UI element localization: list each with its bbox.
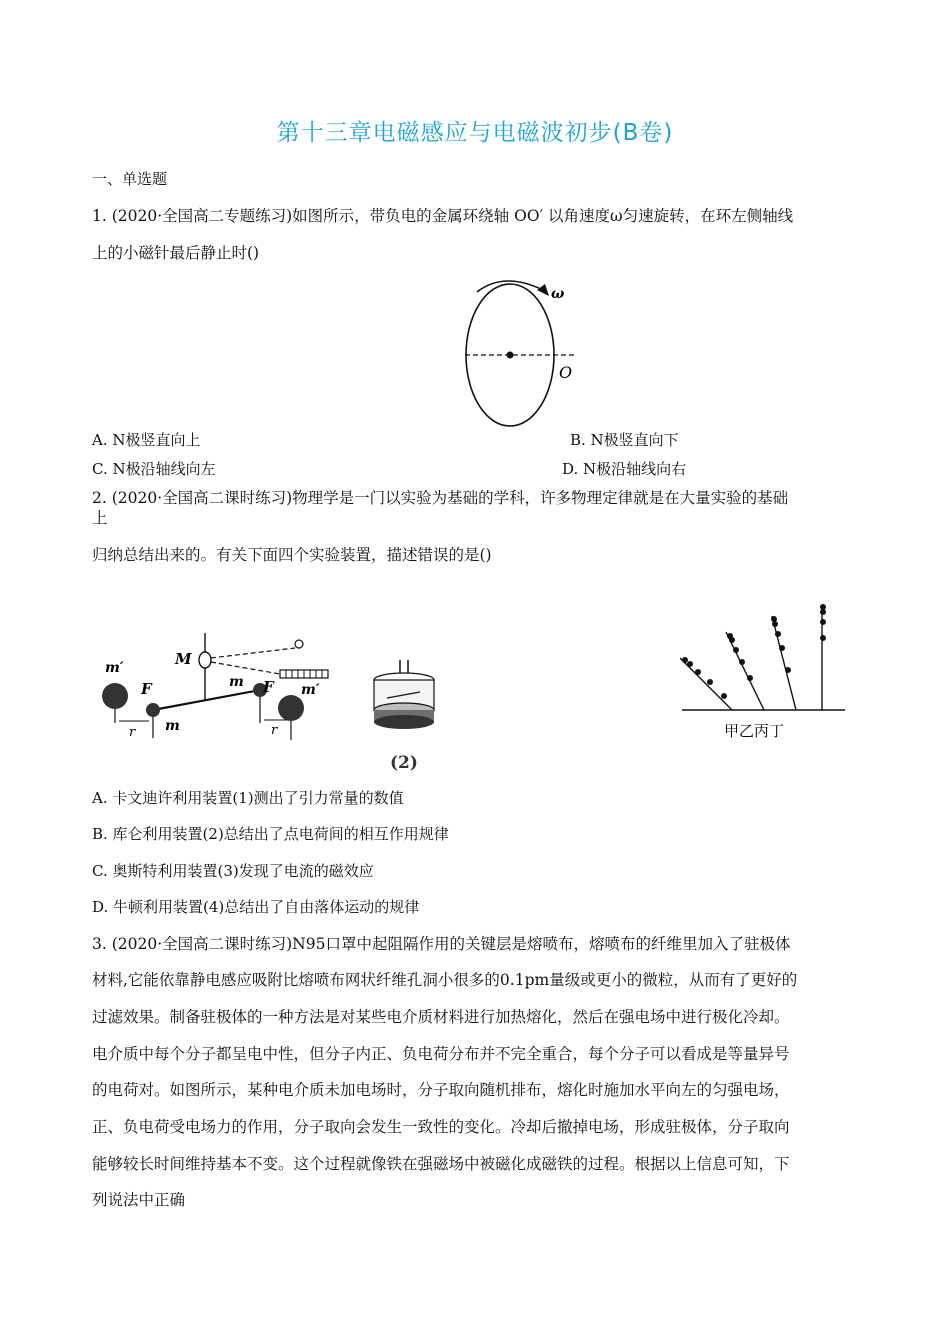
q3-line-1: 3. (2020·全国高二课时练习)N95口罩中起阻隔作用的关键层是熔喷布，熔喷布的纤维里加入了驻极体 (92, 935, 791, 953)
label-m-prime-right: m′ (301, 682, 320, 698)
section-heading: 一、单选题 (92, 170, 168, 188)
coulomb-apparatus-figure (362, 658, 447, 773)
torsion-rod (153, 690, 260, 710)
q3-line-8: 列说法中正确 (92, 1191, 186, 1209)
q2-line-2: 上 (92, 509, 108, 527)
page-title: 第十三章电磁感应与电磁波初步(B卷) (276, 120, 674, 146)
q2-line-1: 2. (2020·全国高二课时练习)物理学是一门以实验为基础的学科，许多物理定律就是在大量实验的基础 (92, 489, 789, 507)
q1-line-2: 上的小磁针最后静止时() (92, 244, 260, 262)
label-r-right: r (271, 723, 278, 738)
q2-option-b[interactable]: B. 库仑利用装置(2)总结出了点电荷间的相互作用规律 (92, 825, 449, 843)
large-ball-right (278, 695, 304, 721)
q3-line-2: 材料,它能依靠静电感应吸附比熔喷布网状纤维孔洞小很多的0.1pm量级或更小的微粒，从而有了更好的 (92, 971, 798, 989)
q1-option-a[interactable]: A. N极竖直向上 (92, 431, 201, 449)
label-F-left: F (141, 680, 152, 698)
q1-option-d[interactable]: D. N极沿轴线向右 (562, 460, 687, 478)
rotation-arrowhead (537, 284, 549, 296)
torsion-balance-figure (95, 628, 340, 743)
q3-line-7: 能够较长时间维持基本不变。这个过程就像铁在强磁场中被磁化成磁铁的过程。根据以上信息可知，下 (92, 1155, 790, 1173)
label-M: M (175, 650, 192, 668)
q2-line-3: 归纳总结出来的。有关下面四个实验装置，描述错误的是() (92, 546, 492, 564)
q1-option-c[interactable]: C. N极沿轴线向左 (92, 460, 216, 478)
label-r-left: r (129, 725, 136, 740)
q3-line-4: 电介质中每个分子都呈电中性，但分子内正、负电荷分布并不完全重合，每个分子可以看成是等量异号 (92, 1045, 790, 1063)
mirror (199, 652, 211, 668)
small-ball-left (146, 703, 160, 717)
q2-option-a[interactable]: A. 卡文迪许利用装置(1)测出了引力常量的数值 (92, 789, 404, 807)
label-apparatus-2: (2) (390, 753, 418, 773)
large-ball-left (102, 683, 128, 709)
label-m-right: m (229, 674, 244, 690)
lamp-icon (295, 640, 303, 648)
q3-line-5: 的电荷对。如图所示，某种电介质未加电场时，分子取向随机排布，熔化时施加水平向左的匀强电场， (92, 1081, 790, 1099)
q1-line-1: 1. (2020·全国高二专题练习)如图所示，带负电的金属环绕轴 OO′ 以角速度ω匀速旋转，在环左侧轴线 (92, 207, 794, 225)
axis-label-O: O (559, 363, 573, 382)
label-F-right: F (263, 678, 274, 696)
label-m-prime-left: m′ (105, 660, 124, 676)
rotating-ring-figure (455, 270, 595, 435)
q1-option-b[interactable]: B. N极竖直向下 (570, 431, 679, 449)
q3-line-6: 正、负电荷受电场力的作用，分子取向会发生一致性的变化。冷却后撤掉电场，形成驻极体，分子取向 (92, 1118, 790, 1136)
free-fall-figure (680, 598, 850, 738)
label-m-left: m (165, 718, 180, 734)
q2-option-d[interactable]: D. 牛顿利用装置(4)总结出了自由落体运动的规律 (92, 898, 420, 916)
rotation-arrow (477, 281, 547, 292)
label-figure-4: 甲乙丙丁 (724, 722, 785, 738)
omega-label: ω (551, 286, 565, 302)
q3-line-3: 过滤效果。制备驻极体的一种方法是对某些电介质材料进行加热熔化，然后在强电场中进行极化冷却。 (92, 1008, 790, 1026)
q2-option-c[interactable]: C. 奥斯特利用装置(3)发现了电流的磁效应 (92, 862, 374, 880)
ring-center (507, 352, 514, 359)
